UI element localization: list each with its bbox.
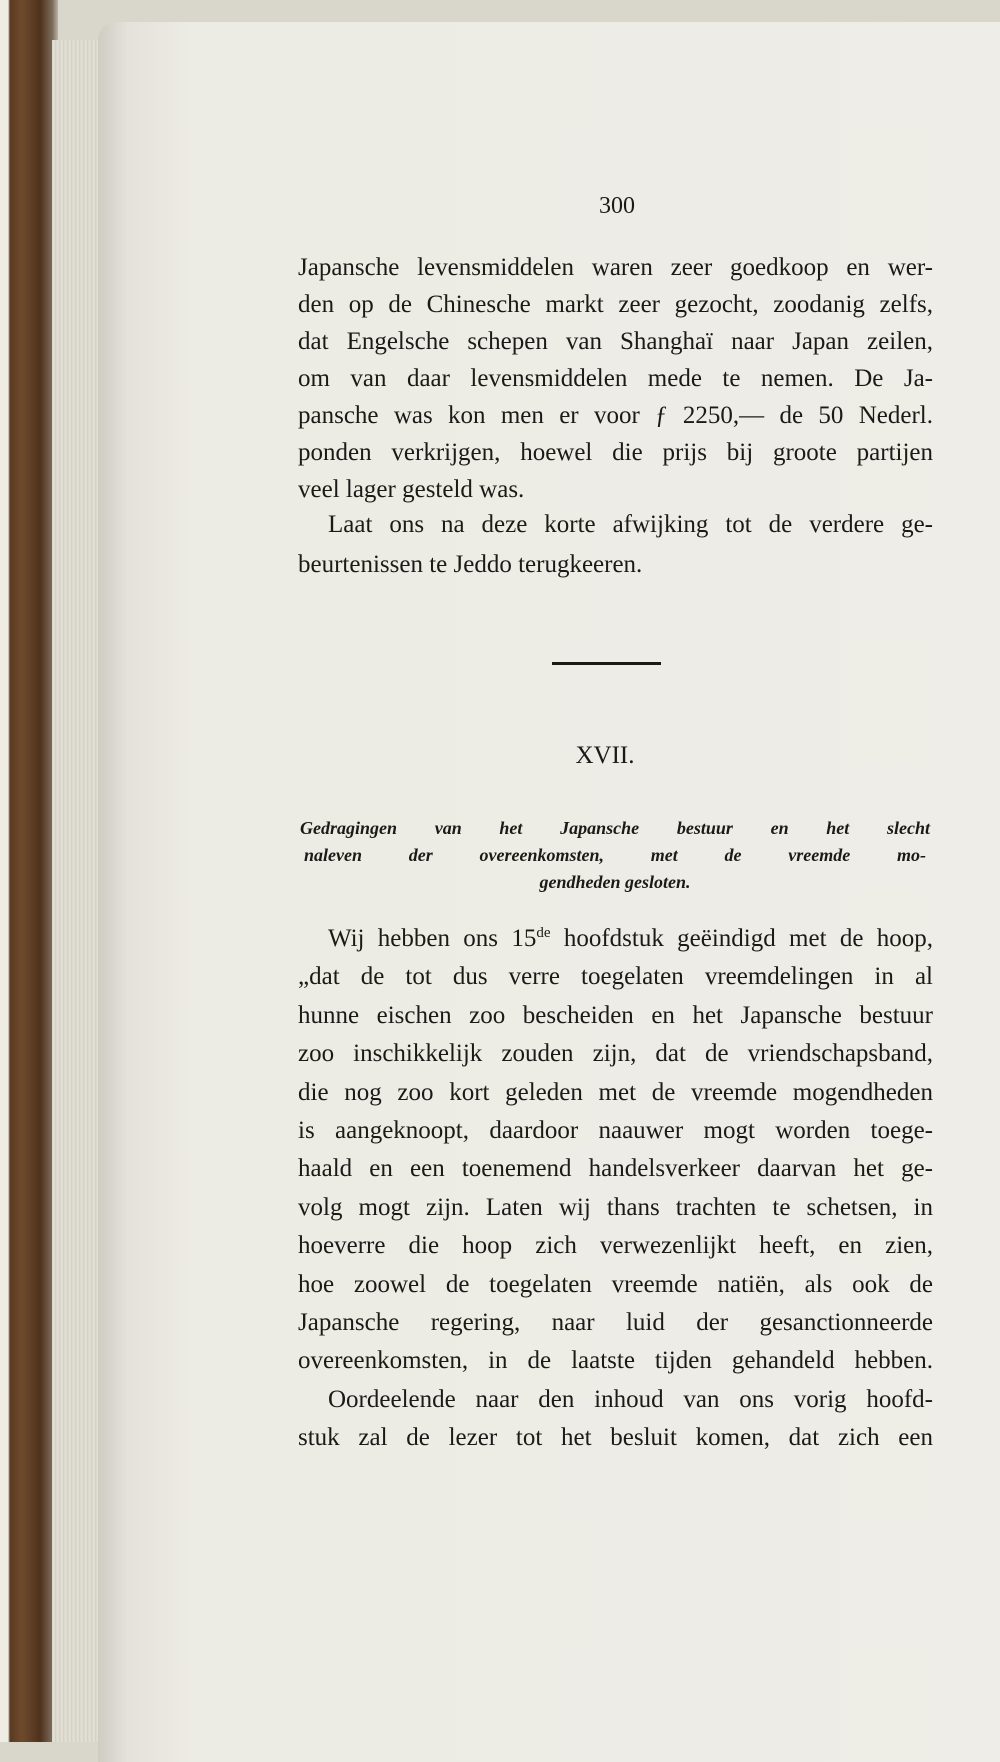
page-number: 300: [599, 193, 635, 219]
text-line: Oordeelende naar den inhoud van ons vorig hoofd-: [328, 1385, 933, 1413]
chapter-title: [300, 815, 930, 896]
text-line: Laat ons na deze korte afwijking tot de verdere ge-: [328, 511, 933, 538]
text-line: is aangeknoopt, daardoor naauwer mogt worden toege-: [298, 1116, 933, 1144]
text-line: overeenkomsten, in de laatste tijden gehandeld hebben.: [298, 1347, 933, 1375]
text-line: om van daar levensmiddelen mede te nemen. De Ja-: [298, 365, 933, 392]
text-line: stuk zal de lezer tot het besluit komen, dat zich een: [298, 1424, 933, 1452]
text-line: beurtenissen te Jeddo terugkeeren.: [298, 551, 643, 578]
text-line: veel lager gesteld was.: [298, 476, 525, 503]
text-line: zoo inschikkelijk zouden zijn, dat de vriendschapsband,: [298, 1040, 933, 1068]
text-line: die nog zoo kort geleden met de vreemde mogendheden: [298, 1078, 933, 1106]
chapter-number: XVII.: [575, 742, 635, 769]
title-line: gendheden gesloten.: [539, 872, 691, 892]
text-line: hoeverre die hoop zich verwezenlijkt heeft, en zien,: [298, 1232, 933, 1260]
text-line: dat Engelsche schepen van Shanghaï naar Japan zeilen,: [298, 328, 933, 355]
text-line: hunne eischen zoo bescheiden en het Japansche bestuur: [298, 1001, 933, 1029]
title-line: Gedragingen van het Japansche bestuur en het slecht: [300, 818, 930, 838]
paragraph-1: [298, 249, 933, 508]
text-line: haald en een toenemend handelsverkeer daarvan het ge-: [298, 1155, 933, 1183]
text-line: pansche was kon men er voor ƒ 2250,— de 50 Nederl.: [298, 402, 933, 429]
text-line: [298, 920, 933, 958]
paragraph-3: [298, 920, 933, 1457]
title-line: naleven der overeenkomsten, met de vreemde mo-: [304, 845, 926, 865]
page-edges: [52, 40, 102, 1742]
text-line: Japansche regering, naar luid der gesanctionneerde: [298, 1308, 933, 1336]
superscript: de: [536, 925, 551, 941]
section-divider: [552, 662, 661, 665]
text-line: ponden verkrijgen, hoewel die prijs bij groote partijen: [298, 439, 933, 466]
text-run: Wij hebben ons 15: [328, 925, 537, 952]
book-cover-spine: [0, 0, 58, 1742]
text-line: den op de Chinesche markt zeer gezocht, zoodanig zelfs,: [298, 291, 933, 318]
text-line: volg mogt zijn. Laten wij thans trachten te schetsen, in: [298, 1193, 933, 1221]
text-line: „dat de tot dus verre toegelaten vreemdelingen in al: [298, 963, 933, 991]
paragraph-2: [298, 505, 933, 585]
text-run: hoofdstuk geëindigd met de hoop,: [550, 925, 933, 952]
text-line: Japansche levensmiddelen waren zeer goedkoop en wer-: [298, 254, 933, 281]
text-line: hoe zoowel de toegelaten vreemde natiën, als ook de: [298, 1270, 933, 1298]
